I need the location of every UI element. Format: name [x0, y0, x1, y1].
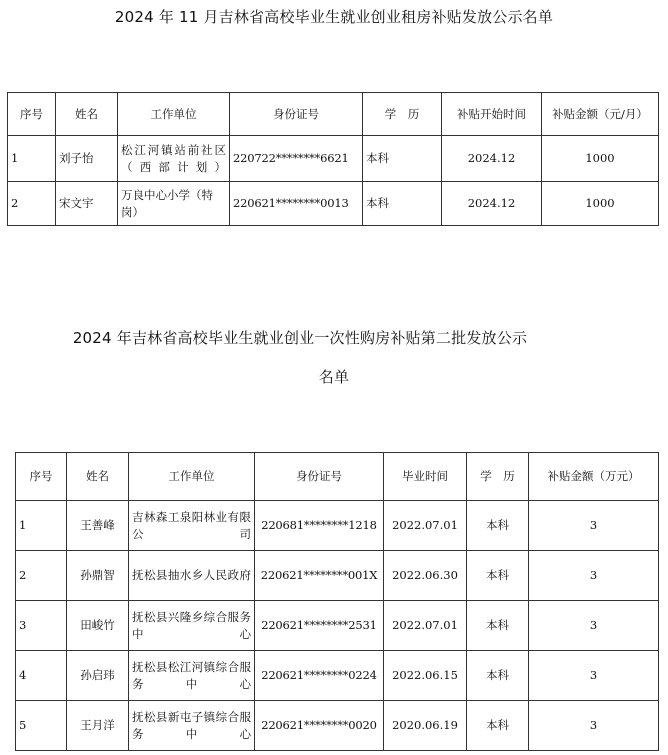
row-id-number: 220621********2531 [255, 601, 384, 651]
table-row [8, 136, 659, 182]
row-amount: 1000 [542, 182, 659, 226]
row-education: 本科 [467, 551, 529, 601]
row-unit: 抚松县兴隆乡综合服务中心 [129, 601, 255, 651]
row-id-number: 220621********0224 [255, 651, 384, 701]
table-header-row [8, 93, 659, 136]
row-unit: 吉林森工泉阳林业有限公司 [129, 501, 255, 551]
row-education: 本科 [467, 601, 529, 651]
row-education: 本科 [467, 651, 529, 701]
row-amount: 3 [529, 551, 659, 601]
header-cell: 身份证号 [230, 93, 363, 136]
header-cell: 学 历 [467, 453, 529, 501]
row-amount: 3 [529, 651, 659, 701]
row-name: 田峻竹 [67, 601, 129, 651]
row-amount: 3 [529, 601, 659, 651]
header-cell: 序号 [8, 93, 56, 136]
header-cell: 工作单位 [129, 453, 255, 501]
row-name: 孙鼎智 [67, 551, 129, 601]
purchase-subsidy-title: 2024 年吉林省高校毕业生就业创业一次性购房补贴第二批发放公示 [72, 329, 528, 347]
row-id-number: 220722********6621 [230, 136, 363, 182]
row-graduation-date: 2022.07.01 [384, 501, 467, 551]
row-unit: 松江河镇站前社区（西部计划） [118, 136, 230, 182]
row-graduation-date: 2020.06.19 [384, 701, 467, 751]
table-header-row [16, 453, 659, 501]
row-number: 2 [16, 551, 67, 601]
row-name: 王善峰 [67, 501, 129, 551]
header-cell: 身份证号 [255, 453, 384, 501]
header-cell: 毕业时间 [384, 453, 467, 501]
row-graduation-date: 2022.06.30 [384, 551, 467, 601]
row-name: 刘子怡 [56, 136, 118, 182]
row-unit: 万良中心小学（特岗） [118, 182, 230, 226]
row-id-number: 220621********0020 [255, 701, 384, 751]
rent-subsidy-table [7, 92, 659, 226]
purchase-subsidy-title-continued: 名单 [318, 368, 350, 386]
header-cell: 姓名 [56, 93, 118, 136]
row-graduation-date: 2022.07.01 [384, 601, 467, 651]
purchase-subsidy-table [15, 452, 659, 751]
row-unit: 抚松县松江河镇综合服务中心 [129, 651, 255, 701]
row-id-number: 220621********001X [255, 551, 384, 601]
header-cell: 工作单位 [118, 93, 230, 136]
row-name: 孙启玮 [67, 651, 129, 701]
row-amount: 1000 [542, 136, 659, 182]
header-cell: 姓名 [67, 453, 129, 501]
row-id-number: 220621********0013 [230, 182, 363, 226]
row-amount: 3 [529, 501, 659, 551]
row-start-time: 2024.12 [442, 182, 542, 226]
row-amount: 3 [529, 701, 659, 751]
row-number: 2 [8, 182, 56, 226]
row-education: 本科 [467, 701, 529, 751]
table-row [16, 501, 659, 551]
row-name: 王月洋 [67, 701, 129, 751]
header-cell: 补贴金额（万元） [529, 453, 659, 501]
row-number: 1 [16, 501, 67, 551]
row-start-time: 2024.12 [442, 136, 542, 182]
row-graduation-date: 2022.06.15 [384, 651, 467, 701]
table-row [16, 701, 659, 751]
row-number: 3 [16, 601, 67, 651]
row-unit: 抚松县新屯子镇综合服务中心 [129, 701, 255, 751]
rent-subsidy-title: 2024 年 11 月吉林省高校毕业生就业创业租房补贴发放公示名单 [114, 8, 554, 26]
header-cell: 序号 [16, 453, 67, 501]
header-cell: 补贴开始时间 [442, 93, 542, 136]
table-row [16, 551, 659, 601]
header-cell: 学 历 [363, 93, 442, 136]
row-education: 本科 [363, 136, 442, 182]
table-row [8, 182, 659, 226]
header-cell: 补贴金额（元/月） [542, 93, 659, 136]
table-row [16, 651, 659, 701]
row-number: 5 [16, 701, 67, 751]
table-row [16, 601, 659, 651]
row-number: 1 [8, 136, 56, 182]
row-id-number: 220681********1218 [255, 501, 384, 551]
row-unit: 抚松县抽水乡人民政府 [129, 551, 255, 601]
row-education: 本科 [467, 501, 529, 551]
row-number: 4 [16, 651, 67, 701]
row-education: 本科 [363, 182, 442, 226]
row-name: 宋文宇 [56, 182, 118, 226]
